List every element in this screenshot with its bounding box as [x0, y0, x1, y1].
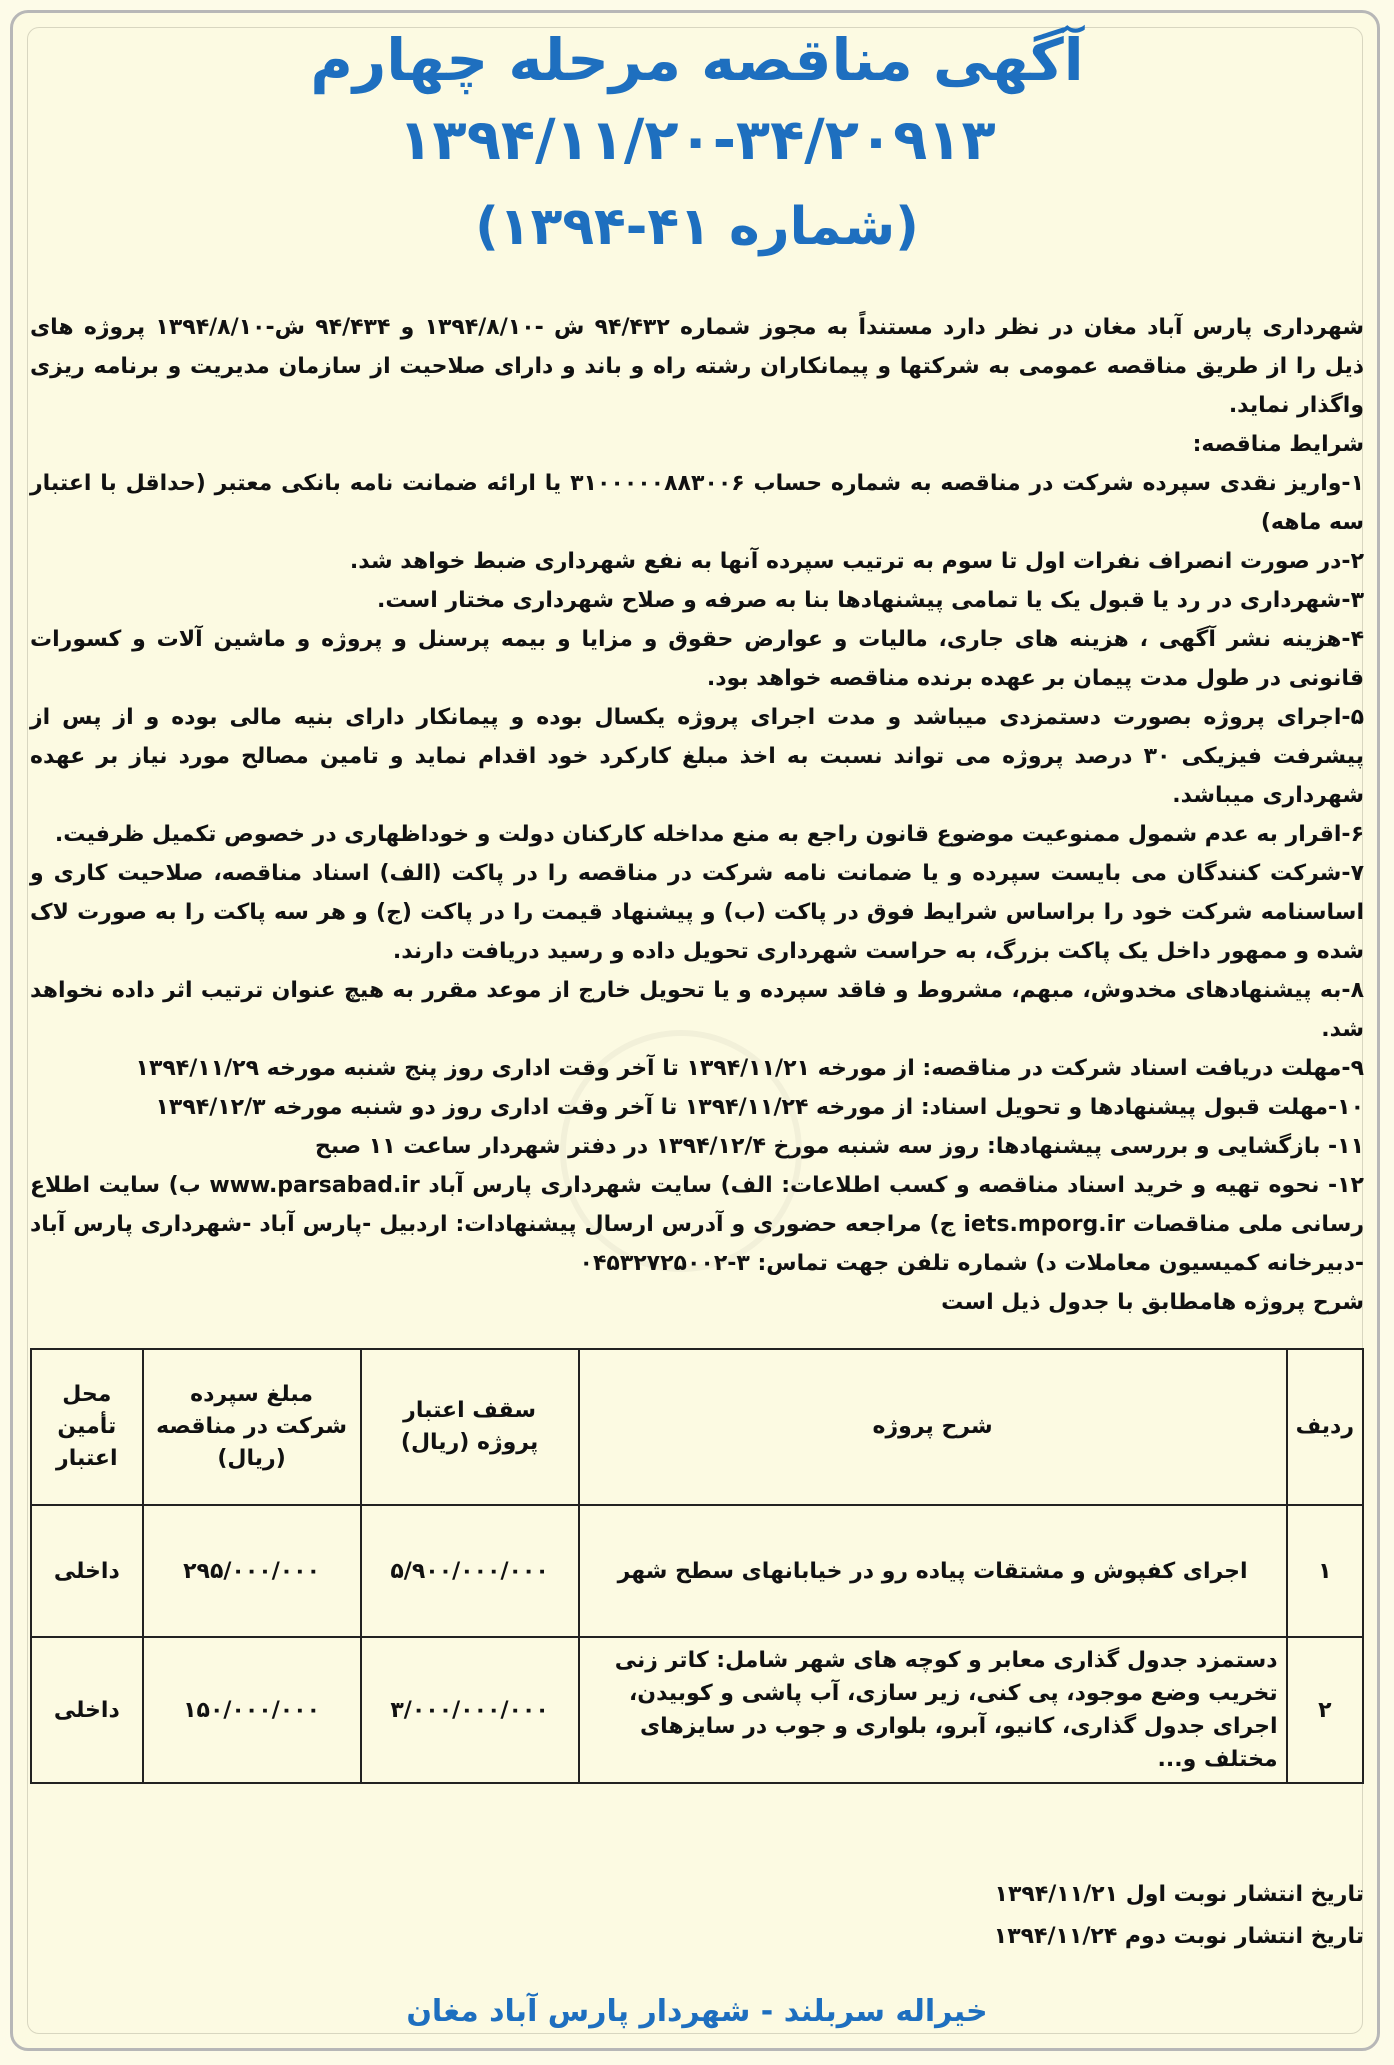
condition-2: ۲-در صورت انصراف نفرات اول تا سوم به ترتیب سپرده آنها به نفع شهرداری ضبط خواهد شد. [349, 549, 1364, 574]
cell-row-number: ۱ [1287, 1505, 1363, 1637]
cell-funding-source: داخلی [31, 1505, 143, 1637]
notice-body [30, 308, 1364, 1322]
condition-3: ۳-شهرداری در رد یا قبول یک یا تمامی پیشنهادها بنا به صرفه و صلاح شهرداری مختار است. [377, 588, 1364, 613]
cell-deposit: ۱۵۰/۰۰۰/۰۰۰ [143, 1637, 361, 1783]
condition-7: ۷-شرکت کنندگان می بایست سپرده و یا ضمانت نامه شرکت در مناقصه را در پاکت (الف) اسناد مناقصه، صلاحیت کاری و اساسنامه شرکت خود را براساس شرایط فوق در پاکت (ب) و پیشنهاد قیمت را در پاکت (ج) و هر سه پاکت را به صورت لاک شده و ممهور داخل یک پاکت بزرگ، به حراست شهرداری تحویل داده و رسید دریافت دارند. [30, 861, 1364, 964]
cell-deposit: ۲۹۵/۰۰۰/۰۰۰ [143, 1505, 361, 1637]
condition-4: ۴-هزینه نشر آگهی ، هزینه های جاری، مالیات و عوارض حقوق و مزایا و بیمه پرسنل و پروژه و ماشین آلات و کسورات قانونی در طول مدت پیمان بر عهده برنده مناقصه خواهد بود. [30, 627, 1364, 691]
cell-budget: ۳/۰۰۰/۰۰۰/۰۰۰ [361, 1637, 579, 1783]
condition-1: ۱-واریز نقدی سپرده شرکت در مناقصه به شماره حساب ۳۱۰۰۰۰۰۸۸۳۰۰۶ یا ارائه ضمانت نامه بانکی معتبر (حداقل با اعتبار سه ماهه) [30, 471, 1364, 535]
header-budget: سقف اعتبار پروژه (ریال) [361, 1349, 579, 1505]
intro-paragraph: شهرداری پارس آباد مغان در نظر دارد مستنداً به مجوز شماره ۹۴/۴۳۲ ش -۱۳۹۴/۸/۱۰ و ۹۴/۴۳۴ ش-۱۳۹۴/۸/۱۰ پروژه های ذیل را از طریق مناقصه عمومی به شرکتها و پیمانکاران رشته راه و باند و دارای صلاحیت از سازمان مدیریت و برنامه ریزی واگذار نماید. [30, 315, 1364, 418]
second-publication-date: تاریخ انتشار نوبت دوم ۱۳۹۴/۱۱/۲۴ [993, 1924, 1364, 1949]
header-row-number: ردیف [1287, 1349, 1363, 1505]
title-block [30, 22, 1364, 270]
header-deposit: مبلغ سپرده شرکت در مناقصه (ریال) [143, 1349, 361, 1505]
condition-9: ۹-مهلت دریافت اسناد شرکت در مناقصه: از مورخه ۱۳۹۴/۱۱/۲۱ تا آخر وقت اداری روز پنج شنبه مورخه ۱۳۹۴/۱۱/۲۹ [135, 1056, 1364, 1081]
tender-notice [30, 22, 1364, 2029]
cell-budget: ۵/۹۰۰/۰۰۰/۰۰۰ [361, 1505, 579, 1637]
notice-code: ۱۳۹۴/۱۱/۲۰-۳۴/۲۰۹۱۳ [398, 108, 996, 173]
mayor-signature: خیراله سربلند - شهردار پارس آباد مغان [406, 1994, 988, 2029]
table-row [31, 1637, 1363, 1783]
header-description: شرح پروژه [579, 1349, 1287, 1505]
publication-dates [30, 1874, 1364, 1958]
project-table [30, 1348, 1364, 1784]
cell-description: اجرای کفپوش و مشتقات پیاده رو در خیابانهای سطح شهر [579, 1505, 1287, 1637]
header-funding-source: محل تأمین اعتبار [31, 1349, 143, 1505]
cell-row-number: ۲ [1287, 1637, 1363, 1783]
conditions-title: شرایط مناقصه: [1192, 432, 1364, 457]
condition-10: ۱۰-مهلت قبول پیشنهادها و تحویل اسناد: از مورخه ۱۳۹۴/۱۱/۲۴ تا آخر وقت اداری روز دو شنبه مورخه ۱۳۹۴/۱۲/۳ [155, 1095, 1364, 1120]
notice-title: آگهی مناقصه مرحله چهارم [310, 26, 1084, 94]
table-header-row [31, 1349, 1363, 1505]
condition-11: ۱۱- بازگشایی و بررسی پیشنهادها: روز سه شنبه مورخ ۱۳۹۴/۱۲/۴ در دفتر شهردار ساعت ۱۱ صبح [315, 1134, 1364, 1159]
condition-12: ۱۲- نحوه تهیه و خرید اسناد مناقصه و کسب اطلاعات: الف) سایت شهرداری پارس آباد www.parsabad.ir ب) سایت اطلاع رسانی ملی مناقصات iets.mporg.ir ج) مراجعه حضوری و آدرس ارسال پیشنهادات: اردبیل -پارس آباد -شهرداری پارس آباد -دبیرخانه کمیسیون معاملات د) شماره تلفن جهت تماس: ۳-۰۴۵۳۲۷۲۵۰۰۲ [30, 1173, 1364, 1276]
table-row [31, 1505, 1363, 1637]
condition-8: ۸-به پیشنهادهای مخدوش، مبهم، مشروط و فاقد سپرده و یا تحویل خارج از موعد مقرر به هیچ عنوان ترتیب اثر داده نخواهد شد. [30, 978, 1364, 1042]
cell-description: دستمزد جدول گذاری معابر و کوچه های شهر شامل: کاتر زنی تخریب وضع موجود، پی کنی، زیر سازی، آب پاشی و کوبیدن، اجرای جدول گذاری، کانیو، آبرو، بلواری و جوب در سایزهای مختلف و... [579, 1637, 1287, 1783]
notice-number: (شماره ۴۱-۱۳۹۴) [475, 197, 919, 257]
condition-6: ۶-اقرار به عدم شمول ممنوعیت موضوع قانون راجع به منع مداخله کارکنان دولت و خوداظهاری در خصوص تکمیل ظرفیت. [54, 822, 1364, 847]
table-intro: شرح پروژه هامطابق با جدول ذیل است [941, 1290, 1364, 1315]
cell-funding-source: داخلی [31, 1637, 143, 1783]
condition-5: ۵-اجرای پروژه بصورت دستمزدی میباشد و مدت اجرای پروژه یکسال بوده و پیمانکار دارای بنیه مالی بوده و از پس از پیشرفت فیزیکی ۳۰ درصد پروژه می تواند نسبت به اخذ مبلغ کارکرد خود اقدام نماید و تامین مصالح مورد نیاز بر عهده شهرداری میباشد. [30, 705, 1364, 808]
first-publication-date: تاریخ انتشار نوبت اول ۱۳۹۴/۱۱/۲۱ [994, 1882, 1364, 1907]
